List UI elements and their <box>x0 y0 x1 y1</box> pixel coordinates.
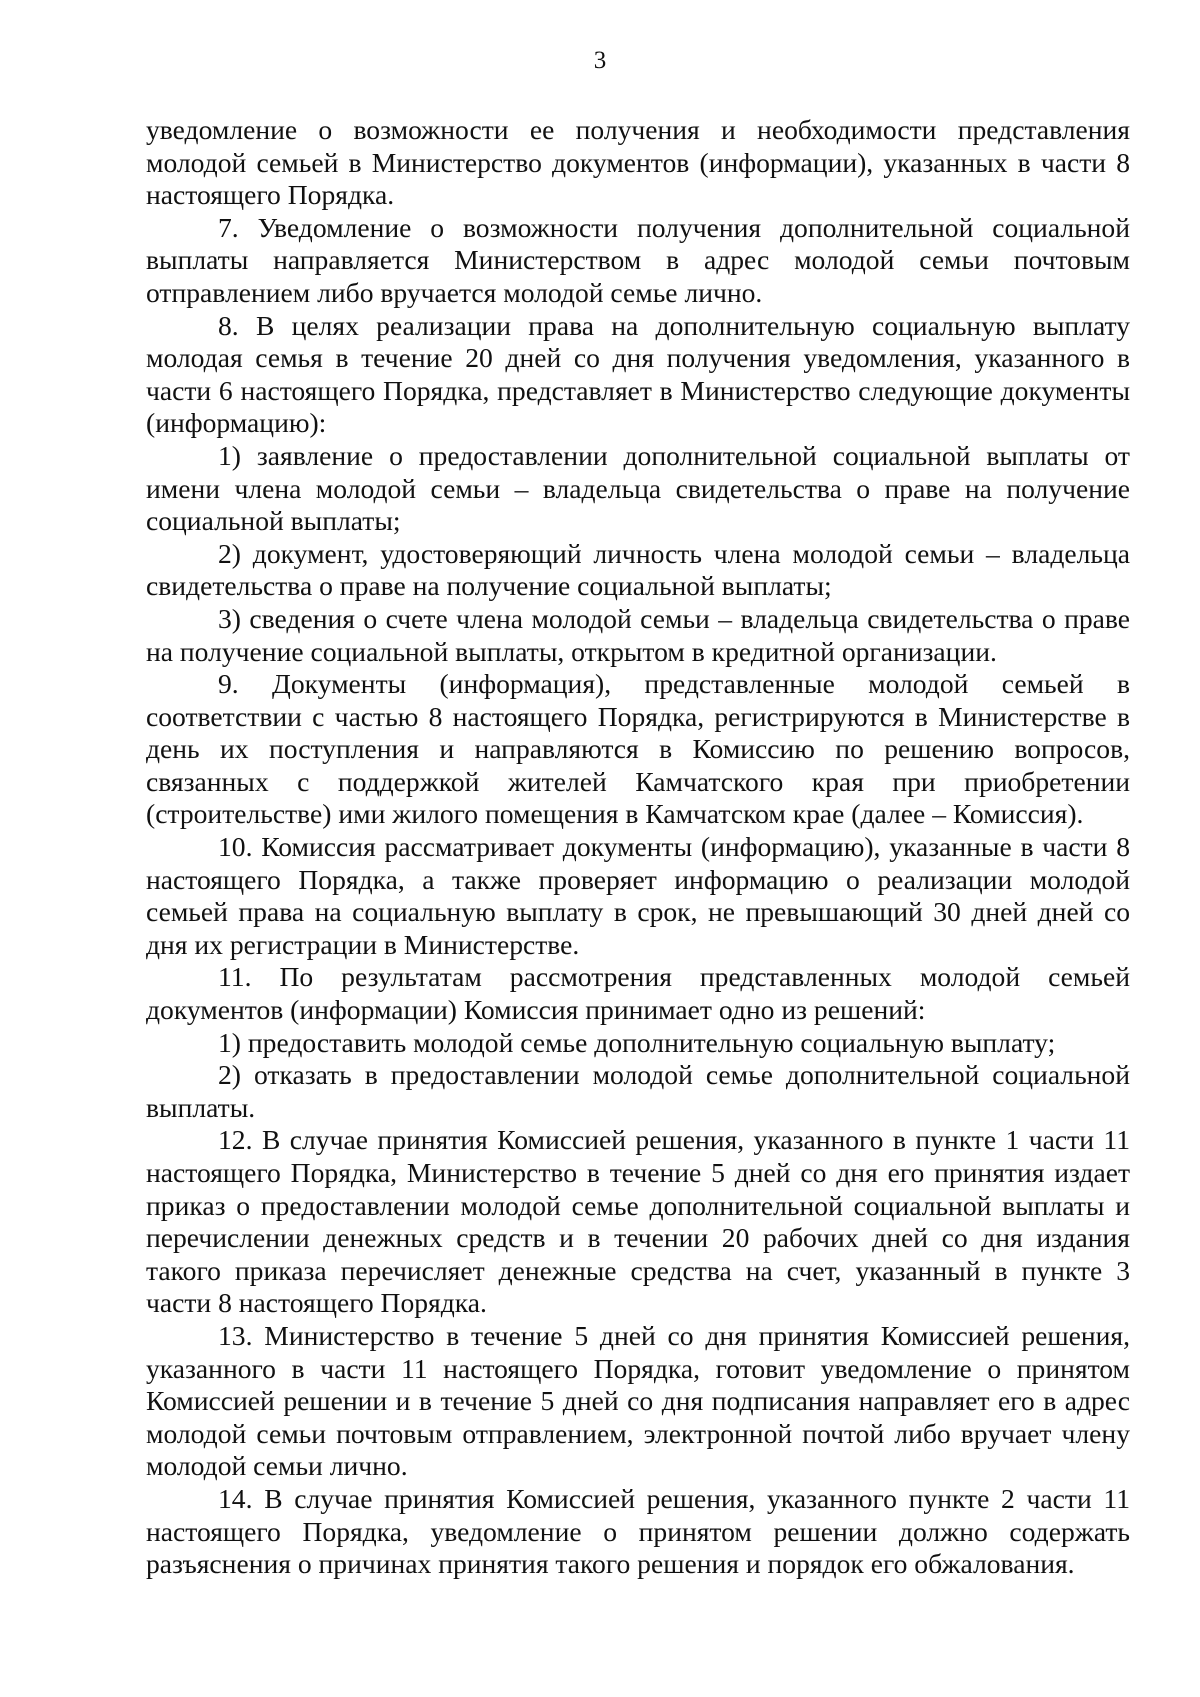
paragraph-8-item-1: 1) заявление о предоставлении дополнительной социальной выплаты от имени члена молодой семьи – владельца свидетельства о праве на получение социальной выплаты; <box>146 439 1130 537</box>
paragraph-11-item-1: 1) предоставить молодой семье дополнительную социальную выплату; <box>218 1026 1056 1058</box>
paragraph-11-item-2: 2) отказать в предоставлении молодой семье дополнительной социальной выплаты. <box>146 1059 1130 1123</box>
paragraph-8: 8. В целях реализации права на дополнительную социальную выплату молодая семья в течение 20 дней со дня получения уведомления, указанного в части 6 настоящего Порядка, представляет в Министерство следующие документы (информацию): <box>146 309 1130 439</box>
paragraph-8-item-3: 3) сведения о счете члена молодой семьи – владельца свидетельства о праве на получение социальной выплаты, открытом в кредитной организации. <box>146 602 1130 667</box>
paragraph-14: 14. В случае принятия Комиссией решения, указанного пункте 2 части 11 настоящего Порядка, уведомление о принятом решении должно содержать разъяснения о причинах принятия такого решения и порядок его обжалования. <box>146 1482 1130 1580</box>
page-number: 3 <box>593 47 607 74</box>
paragraph-7: 7. Уведомление о возможности получения дополнительной социальной выплаты направляется Министерством в адрес молодой семьи почтовым отправлением либо вручается молодой семье лично. <box>146 211 1130 308</box>
paragraph-continuation: уведомление о возможности ее получения и необходимости представления молодой семьей в Министерство документов (информации), указанных в части 8 настоящего Порядка. <box>146 114 1130 211</box>
paragraph-9: 9. Документы (информация), представленные молодой семьей в соответствии с частью 8 настоящего Порядка, регистрируются в Министерстве в день их поступления и направляются в Комиссию по решению вопросов, связанных с поддержкой жителей Камчатского края при приобретении (строительстве) ими жилого помещения в Камчатском крае (далее – Комиссия). <box>146 668 1130 830</box>
paragraph-10: 10. Комиссия рассматривает документы (информацию), указанные в части 8 настоящего Порядка, а также проверяет информацию о реализации молодой семьей права на социальную выплату в срок, не превышающий 30 дней дней со дня их регистрации в Министерстве. <box>146 831 1130 960</box>
paragraph-13: 13. Министерство в течение 5 дней со дня принятия Комиссией решения, указанного в части 11 настоящего Порядка, готовит уведомление о принятом Комиссией решении и в течение 5 дней со дня подписания направляет его в адрес молодой семьи почтовым отправлением, электронной почтой либо вручает члену молодой семьи лично. <box>146 1319 1130 1482</box>
paragraph-11: 11. По результатам рассмотрения представленных молодой семьей документов (информации) Комиссия принимает одно из решений: <box>146 961 1130 1026</box>
document-body <box>146 114 1130 1581</box>
paragraph-8-item-2: 2) документ, удостоверяющий личность члена молодой семьи – владельца свидетельства о праве на получение социальной выплаты; <box>146 537 1130 602</box>
paragraph-12: 12. В случае принятия Комиссией решения, указанного в пункте 1 части 11 настоящего Порядка, Министерство в течение 5 дней со дня его принятия издает приказ о предоставлении молодой семье дополнительной социальной выплаты и перечислении денежных средств и в течении 20 рабочих дней со дня издания такого приказа перечисляет денежные средства на счет, указанный в пункте 3 части 8 настоящего Порядка. <box>146 1124 1130 1319</box>
